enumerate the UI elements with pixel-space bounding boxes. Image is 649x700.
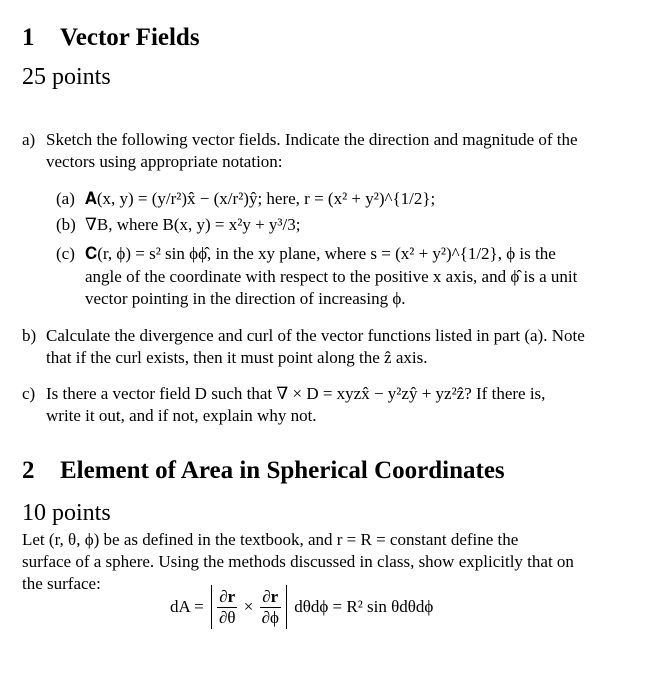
cross-symbol: × xyxy=(243,597,254,616)
part-b-line2: that if the curl exists, then it must point along the ẑ axis. xyxy=(46,348,428,367)
equation-lhs: dA = xyxy=(170,597,204,616)
part-b-label: b) xyxy=(22,326,37,345)
part-c-line1: Is there a vector field D such that ∇ × D = xyzx̂ − y²zŷ + yz²ẑ? If there is, xyxy=(46,384,546,403)
fraction-dr-dtheta xyxy=(217,587,238,628)
item-c-label: (c) xyxy=(56,244,75,263)
item-b-text: ∇B, where B(x, y) = x²y + y³/3; xyxy=(85,215,301,234)
item-c-line2: angle of the coordinate with respect to the positive x axis, and ϕ̂ is a unit xyxy=(85,267,578,286)
item-c-line3: vector pointing in the direction of increasing ϕ. xyxy=(85,289,406,308)
frac1-denominator: ∂θ xyxy=(218,607,236,627)
part-a-label: a) xyxy=(22,130,36,149)
section-1-heading xyxy=(22,24,200,52)
section-1-title: Vector Fields xyxy=(60,24,200,51)
area-element-equation xyxy=(170,585,433,629)
abs-bar-right xyxy=(286,585,287,629)
section-2-points: 10 points xyxy=(22,500,111,526)
section-1-number: 1 xyxy=(22,24,35,51)
item-a-label: (a) xyxy=(56,189,75,208)
frac2-numerator: ∂r xyxy=(260,587,281,608)
part-a-text-line2: vectors using appropriate notation: xyxy=(46,152,283,171)
part-c-label: c) xyxy=(22,384,36,403)
section-1-points: 25 points xyxy=(22,64,111,90)
part-c-line2: write it out, and if not, explain why not. xyxy=(46,406,317,425)
section-2-line1: Let (r, θ, ϕ) be as defined in the textbook, and r = R = constant define the xyxy=(22,530,519,549)
item-b-label: (b) xyxy=(56,215,76,234)
fraction-dr-dphi xyxy=(260,587,281,628)
section-2-line3: the surface: xyxy=(22,574,101,593)
section-2-number: 2 xyxy=(22,457,35,484)
item-c-line1: 𝐂(r, ϕ) = s² sin ϕϕ̂, in the xy plane, where s = (x² + y²)^{1/2}, ϕ is the xyxy=(85,244,556,263)
item-a-text: 𝐀(x, y) = (y/r²)x̂ − (x/r²)ŷ; here, r = (x² + y²)^{1/2}; xyxy=(85,189,436,208)
frac1-numerator: ∂r xyxy=(217,587,238,608)
frac2-denominator: ∂ϕ xyxy=(261,607,279,627)
part-b-line1: Calculate the divergence and curl of the vector functions listed in part (a). Note xyxy=(46,326,585,345)
part-a-text-line1: Sketch the following vector fields. Indicate the direction and magnitude of the xyxy=(46,130,578,149)
section-2-heading xyxy=(22,457,505,485)
equation-rhs: dθdϕ = R² sin θdθdϕ xyxy=(294,597,434,616)
section-2-title: Element of Area in Spherical Coordinates xyxy=(60,457,505,484)
abs-bar-left xyxy=(211,585,212,629)
section-2-line2: surface of a sphere. Using the methods discussed in class, show explicitly that on xyxy=(22,552,574,571)
